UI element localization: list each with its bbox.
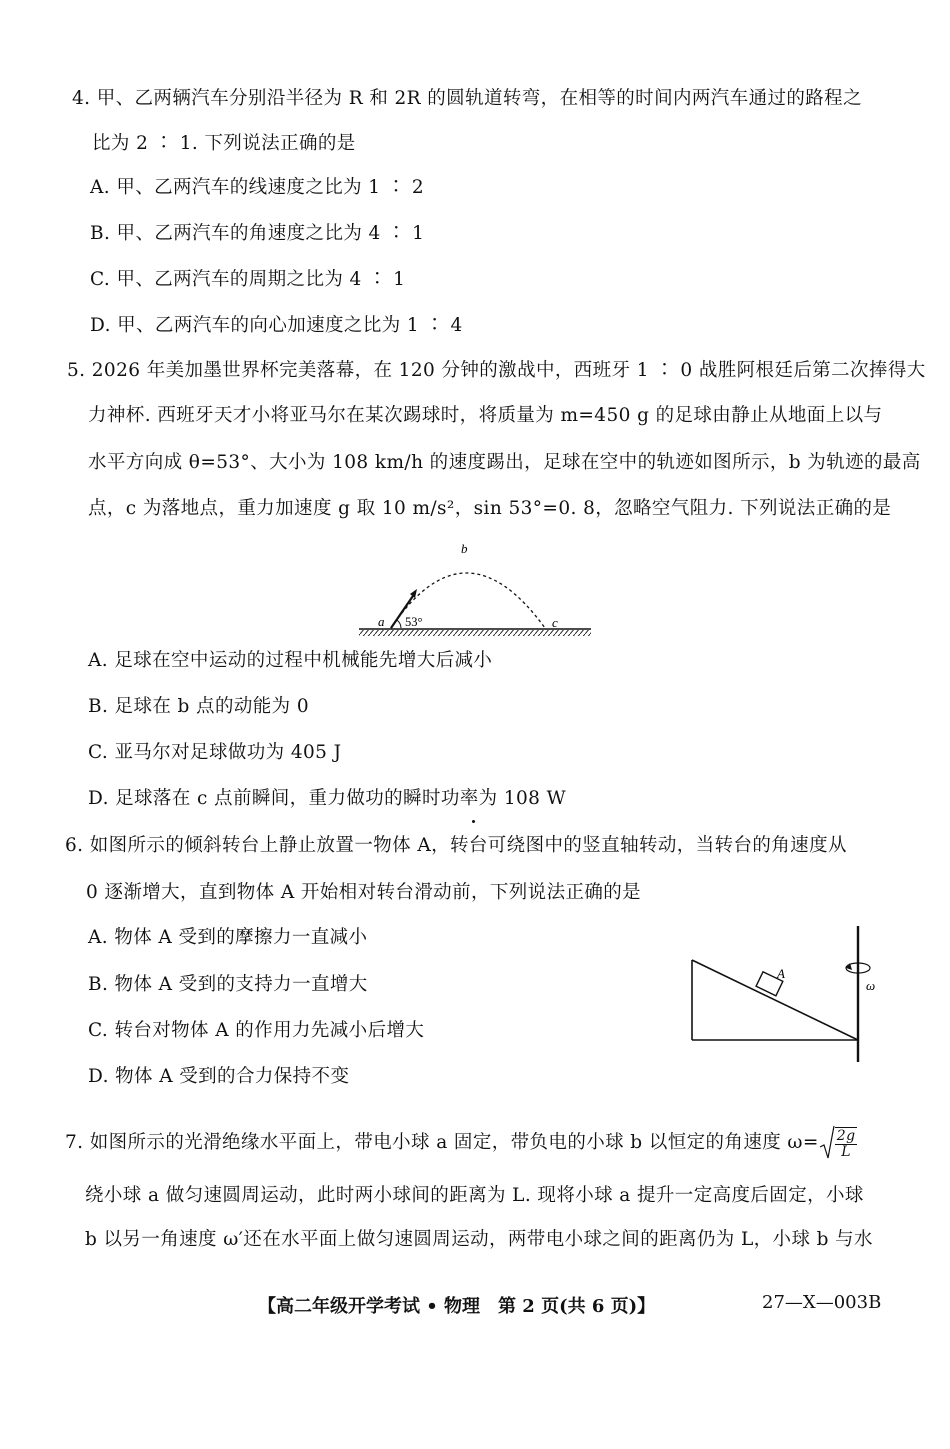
page-footer-exam: 【高二年级开学考试 • 物理 第 2 页(共 6 页)】	[258, 1296, 656, 1317]
q7-stem-line3: b 以另一角速度 ω′还在水平面上做匀速圆周运动，两带电小球之间的距离仍为 L，小球 b 与水	[85, 1229, 873, 1250]
q7-stem-line2: 绕小球 a 做匀速圆周运动，此时两小球间的距离为 L. 现将小球 a 提升一定高度后固定，小球	[85, 1185, 864, 1206]
ground-hatching	[359, 630, 591, 636]
q5-option-a: A. 足球在空中运动的过程中机械能先增大后减小	[88, 650, 493, 671]
q4-option-c: C. 甲、乙两汽车的周期之比为 4 ∶ 1	[90, 269, 406, 290]
angle-label: 53°	[405, 615, 423, 629]
q6-option-a: A. 物体 A 受到的摩擦力一直减小	[88, 927, 368, 948]
q5-option-b: B. 足球在 b 点的动能为 0	[88, 696, 310, 717]
block-a-label: A	[777, 966, 785, 981]
q4-option-a: A. 甲、乙两汽车的线速度之比为 1 ∶ 2	[90, 177, 425, 198]
formula-numerator: 2g	[836, 1127, 856, 1144]
point-c-label: c	[552, 615, 558, 630]
page-footer-code: 27—X—003B	[762, 1292, 882, 1313]
velocity-arrowhead	[410, 589, 417, 598]
q5-stem-line3: 水平方向成 θ=53°、大小为 108 km/h 的速度踢出，足球在空中的轨迹如图所示，b 为轨迹的最高	[88, 452, 921, 473]
turntable-incline	[692, 960, 858, 1040]
q4-option-d: D. 甲、乙两汽车的向心加速度之比为 1 ∶ 4	[90, 315, 463, 336]
point-b-label: b	[461, 541, 468, 556]
q4-stem-line2: 比为 2 ∶ 1. 下列说法正确的是	[92, 133, 356, 154]
point-a-label: a	[378, 614, 385, 629]
q7-stem-text: 7. 如图所示的光滑绝缘水平面上，带电小球 a 固定，带负电的小球 b 以恒定的角速度 ω=	[65, 1132, 819, 1153]
sqrt-formula	[819, 1125, 858, 1161]
projectile-trajectory-figure	[355, 538, 595, 642]
q6-option-b: B. 物体 A 受到的支持力一直增大	[88, 974, 368, 995]
inclined-turntable-figure	[686, 924, 886, 1064]
q7-stem-line1	[65, 1125, 857, 1161]
q6-option-c: C. 转台对物体 A 的作用力先减小后增大	[88, 1020, 425, 1041]
q6-stem-line1: 6. 如图所示的倾斜转台上静止放置一物体 A，转台可绕图中的竖直轴转动，当转台的角速度从	[65, 835, 847, 856]
q5-option-d: D. 足球落在 c 点前瞬间，重力做功的瞬时功率为 108 W	[88, 788, 567, 809]
q4-stem-line1: 4. 甲、乙两辆汽车分别沿半径为 R 和 2R 的圆轨道转弯，在相等的时间内两汽车通过的路程之	[72, 88, 862, 109]
q5-stem-line1: 5. 2026 年美加墨世界杯完美落幕，在 120 分钟的激战中，西班牙 1 ∶ 0 战胜阿根廷后第二次捧得大	[67, 360, 926, 381]
q5-stem-line2: 力神杯. 西班牙天才小将亚马尔在某次踢球时，将质量为 m=450 g 的足球由静止从地面上以与	[88, 405, 883, 426]
q6-option-d: D. 物体 A 受到的合力保持不变	[88, 1066, 350, 1087]
q5-option-c: C. 亚马尔对足球做功为 405 J	[88, 742, 342, 763]
q5-stem-line4: 点，c 为落地点，重力加速度 g 取 10 m/s²，sin 53°=0. 8，忽略空气阻力. 下列说法正确的是	[88, 498, 892, 519]
formula-denominator: L	[841, 1143, 851, 1160]
q6-stem-line2: 0 逐渐增大，直到物体 A 开始相对转台滑动前，下列说法正确的是	[86, 882, 642, 903]
angle-arc	[397, 620, 401, 628]
omega-label: ω	[866, 978, 876, 993]
q4-option-b: B. 甲、乙两汽车的角速度之比为 4 ∶ 1	[90, 223, 425, 244]
stray-dot	[472, 820, 475, 823]
